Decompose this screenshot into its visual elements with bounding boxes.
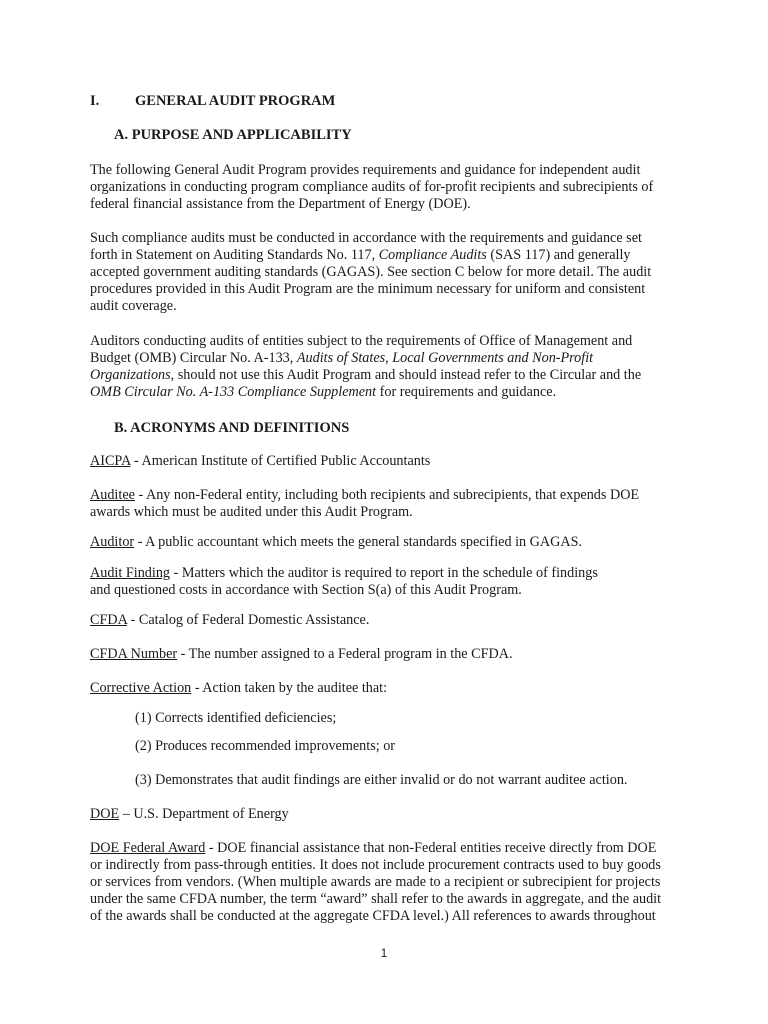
- definition-auditee: Auditee - Any non-Federal entity, including both recipients and subrecipients, that expends DOE awards which must be audited under this Audit Program.: [90, 487, 640, 520]
- term-doe: DOE: [90, 806, 120, 822]
- term-cfda: CFDA: [90, 612, 128, 628]
- list-item: (1) Corrects identified deficiencies;: [135, 710, 337, 726]
- section-title: GENERAL AUDIT PROGRAM: [135, 93, 336, 109]
- definition-doe: DOE – U.S. Department of Energy: [90, 806, 289, 822]
- list-item: (3) Demonstrates that audit findings are either invalid or do not warrant auditee action.: [135, 772, 628, 788]
- list-item: (2) Produces recommended improvements; or: [135, 738, 396, 754]
- acronyms-heading: B. ACRONYMS AND DEFINITIONS: [114, 420, 350, 436]
- term-doe-federal-award: DOE Federal Award: [90, 840, 206, 856]
- definition-corrective-action: Corrective Action - Action taken by the auditee that:: [90, 680, 388, 696]
- term-auditor: Auditor: [90, 534, 135, 550]
- term-cfda-number: CFDA Number: [90, 646, 178, 662]
- definition-cfda: CFDA - Catalog of Federal Domestic Assistance.: [90, 612, 370, 628]
- definition-auditor: Auditor - A public accountant which meets the general standards specified in GAGAS.: [90, 534, 583, 550]
- purpose-paragraph-1: The following General Audit Program provides requirements and guidance for independent audit organizations in conducting program compliance audits of for-profit recipients and subrecipients of federal financial assistance from the Department of Energy (DOE).: [90, 162, 654, 212]
- term-corrective-action: Corrective Action: [90, 680, 192, 696]
- page-number: 1: [380, 946, 388, 960]
- purpose-paragraph-3: Auditors conducting audits of entities subject to the requirements of Office of Management and Budget (OMB) Circular No. A-133, Audits of States, Local Governments and Non-Profit Organizations, should not use this Audit Program and should instead refer to the Circular and the OMB Circular No. A-133 Compliance Supplement for requirements and guidance.: [90, 333, 642, 400]
- term-aicpa: AICPA: [90, 453, 131, 469]
- definition-audit-finding: Audit Finding - Matters which the auditor is required to report in the schedule of findings and questioned costs in accordance with Section S(a) of this Audit Program.: [90, 565, 598, 598]
- purpose-heading: A. PURPOSE AND APPLICABILITY: [114, 127, 352, 143]
- term-audit-finding: Audit Finding: [90, 565, 171, 581]
- section-number: I.: [90, 93, 100, 109]
- term-auditee: Auditee: [90, 487, 135, 503]
- definition-doe-federal-award: DOE Federal Award - DOE financial assistance that non-Federal entities receive directly from DOE or indirectly from pass-through entities. It does not include procurement contracts used to buy goods or services from vendors. (When multiple awards are made to a recipient or subrecipient for projects under the same CFDA number, the term “award” shall refer to the awards in aggregate, and the audit of the awards shall be conducted at the aggregate CFDA level.) All references to awards throughout: [90, 840, 662, 924]
- purpose-paragraph-2: Such compliance audits must be conducted in accordance with the requirements and guidance set forth in Statement on Auditing Standards No. 117, Compliance Audits (SAS 117) and generally accepted government auditing standards (GAGAS). See section C below for more detail. The audit procedures provided in this Audit Program are the minimum necessary for uniform and consistent audit coverage.: [90, 230, 652, 314]
- definition-cfda-number: CFDA Number - The number assigned to a Federal program in the CFDA.: [90, 646, 513, 662]
- definition-aicpa: AICPA - American Institute of Certified Public Accountants: [90, 453, 431, 469]
